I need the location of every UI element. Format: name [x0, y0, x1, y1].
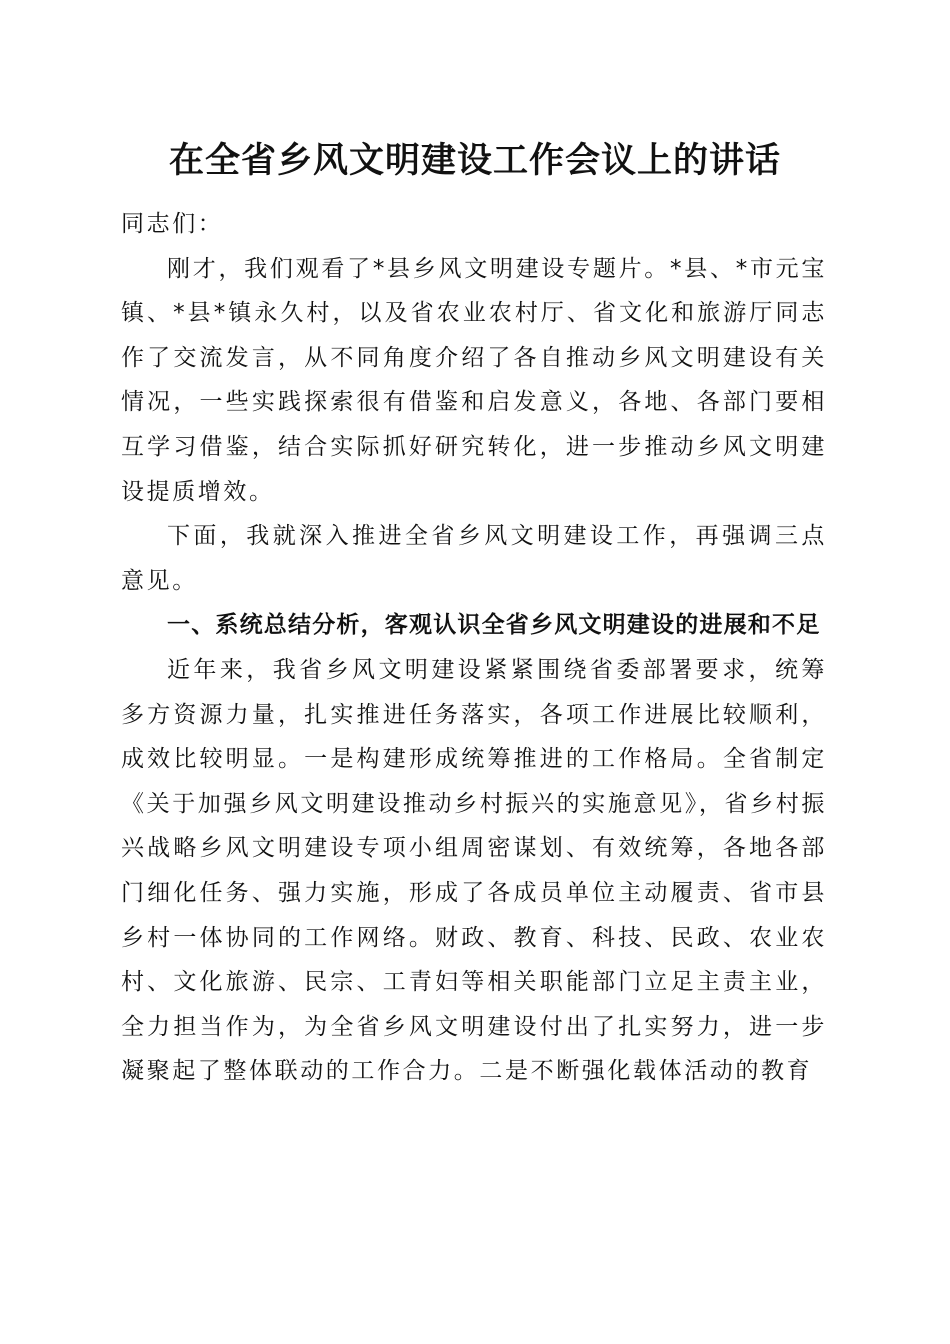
section-1-paragraph: 近年来，我省乡风文明建设紧紧围绕省委部署要求，统筹多方资源力量，扎实推进任务落实，各项工作进展比较顺利，成效比较明显。一是构建形成统筹推进的工作格局。全省制定《关于加强乡风文明建设推动乡村振兴的实施意见》，省乡村振兴战略乡风文明建设专项小组周密谋划、有效统筹，各地各部门细化任务、强力实施，形成了各成员单位主动履责、省市县乡村一体协同的工作网络。财政、教育、科技、民政、农业农村、文化旅游、民宗、工青妇等相关职能部门立足主责主业，全力担当作为，为全省乡风文明建设付出了扎实努力，进一步凝聚起了整体联动的工作合力。二是不断强化载体活动的教育	[121, 656, 827, 1085]
document-title: 在全省乡风文明建设工作会议上的讲话	[168, 140, 781, 181]
paragraph-outline: 下面，我就深入推进全省乡风文明建设工作，再强调三点意见。	[121, 523, 827, 594]
paragraph-intro: 刚才，我们观看了*县乡风文明建设专题片。*县、*市元宝镇、*县*镇永久村，以及省农业农村厅、省文化和旅游厅同志作了交流发言，从不同角度介绍了各自推动乡风文明建设有关情况，一些实践探索很有借鉴和启发意义，各地、各部门要相互学习借鉴，结合实际抓好研究转化，进一步推动乡风文明建设提质增效。	[121, 255, 827, 505]
document-body	[121, 202, 827, 1094]
section-heading-1: 一、系统总结分析，客观认识全省乡风文明建设的进展和不足	[167, 612, 821, 639]
salutation: 同志们：	[121, 211, 224, 237]
